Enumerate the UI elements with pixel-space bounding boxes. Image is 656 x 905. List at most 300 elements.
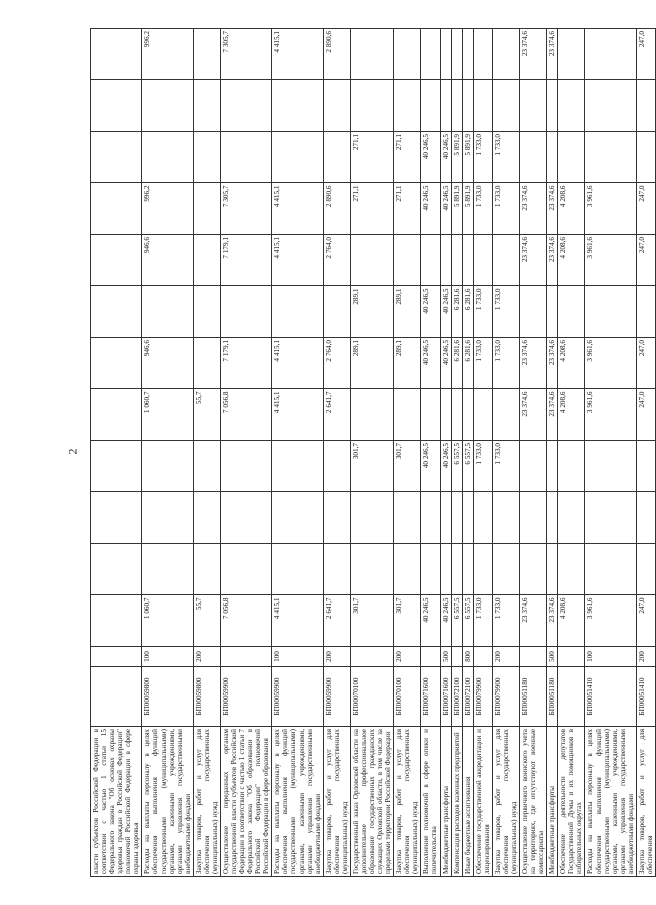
target-article-cell: БП00072100 (451, 667, 462, 727)
target-article-cell: БП00071600 (440, 667, 451, 727)
amount-cell (350, 544, 393, 596)
amount-cell: 6 557,5 (451, 441, 462, 493)
amount-cell (91, 492, 142, 544)
amount-cell (91, 389, 142, 441)
amount-cell (547, 441, 558, 493)
amount-cell: 247,0 (636, 29, 655, 81)
amount-cell: 247,0 (636, 338, 655, 390)
amount-cell (193, 183, 220, 235)
amount-cell: 301,7 (394, 441, 421, 493)
amount-cell (636, 80, 655, 132)
amount-cell (394, 389, 421, 441)
amount-cell: 289,1 (394, 286, 421, 338)
target-article-cell: БП00051180 (520, 667, 547, 727)
table-row (350, 29, 393, 877)
amount-cell (547, 132, 558, 184)
amount-cell: 4 415,1 (272, 595, 323, 647)
amount-cell: 23 374,6 (520, 595, 547, 647)
target-article-cell (91, 667, 142, 727)
row-name-cell: Закупка товаров, работ и услуг для обеспечения государственных (муниципальных) нужд (394, 727, 421, 877)
table-row (585, 29, 636, 877)
expense-type-cell (451, 647, 462, 667)
page-number: 2 (65, 448, 80, 455)
amount-cell: 301,7 (394, 595, 421, 647)
amount-cell: 40 246,5 (440, 338, 451, 390)
amount-cell (520, 132, 547, 184)
amount-cell: 946,6 (142, 235, 193, 287)
amount-cell (91, 132, 142, 184)
row-name-cell: Осуществление первичного воинского учета на территориях, где отсутствуют военные комиссариаты (520, 727, 547, 877)
amount-cell (462, 389, 473, 441)
amount-cell: 1 733,0 (473, 595, 492, 647)
amount-cell (585, 544, 636, 596)
expense-type-cell (91, 647, 142, 667)
amount-cell (451, 544, 462, 596)
budget-table (90, 28, 656, 877)
amount-cell: 40 246,5 (440, 595, 451, 647)
amount-cell: 23 374,6 (547, 338, 558, 390)
amount-cell: 4 415,1 (272, 338, 323, 390)
amount-cell: 3 961,6 (585, 389, 636, 441)
amount-cell (520, 544, 547, 596)
amount-cell (350, 492, 393, 544)
amount-cell: 301,7 (350, 441, 393, 493)
expense-type-cell (220, 647, 271, 667)
amount-cell: 271,1 (394, 132, 421, 184)
amount-cell (350, 80, 393, 132)
amount-cell (473, 29, 492, 81)
amount-cell (421, 29, 440, 81)
amount-cell (547, 492, 558, 544)
amount-cell: 301,7 (350, 595, 393, 647)
amount-cell: 6 281,6 (462, 286, 473, 338)
table-row (193, 29, 220, 877)
table-row (520, 29, 547, 877)
row-name-cell: Обеспечение деятельности депутатов Государственной Думы и их помощников в избирательных округах (558, 727, 585, 877)
amount-cell: 1 060,7 (142, 389, 193, 441)
amount-cell (220, 132, 271, 184)
table-row (451, 29, 462, 877)
amount-cell: 289,1 (394, 338, 421, 390)
amount-cell: 1 733,0 (492, 338, 519, 390)
amount-cell: 4 415,1 (272, 29, 323, 81)
amount-cell (558, 492, 585, 544)
amount-cell: 7 056,8 (220, 595, 271, 647)
table-row (421, 29, 440, 877)
row-name-cell: Иные бюджетные ассигнования (462, 727, 473, 877)
target-article-cell: БП00079900 (492, 667, 519, 727)
row-name-cell: Расходы на выплаты персоналу в целях обеспечения выполнения функций государственными (муниципальными) органами, казенными учреждениями, органами управления государственными внебюджетными фондами (272, 727, 323, 877)
amount-cell (558, 441, 585, 493)
amount-cell (440, 389, 451, 441)
amount-cell: 23 374,6 (520, 338, 547, 390)
amount-cell (142, 492, 193, 544)
amount-cell (492, 544, 519, 596)
amount-cell: 55,7 (193, 595, 220, 647)
amount-cell (558, 286, 585, 338)
amount-cell: 40 246,5 (440, 183, 451, 235)
amount-cell (394, 544, 421, 596)
amount-cell (323, 80, 350, 132)
amount-cell (91, 183, 142, 235)
amount-cell: 7 056,8 (220, 389, 271, 441)
table-body (91, 29, 656, 877)
amount-cell: 23 374,6 (547, 29, 558, 81)
amount-cell (350, 235, 393, 287)
amount-cell: 5 891,9 (462, 183, 473, 235)
amount-cell: 23 374,6 (547, 595, 558, 647)
row-name-cell: Закупка товаров, работ и услуг для обеспечения государственных (муниципальных) нужд (193, 727, 220, 877)
amount-cell: 6 557,5 (462, 441, 473, 493)
amount-cell: 4 208,6 (558, 235, 585, 287)
amount-cell: 271,1 (350, 132, 393, 184)
amount-cell (272, 492, 323, 544)
amount-cell (636, 441, 655, 493)
amount-cell: 7 179,1 (220, 338, 271, 390)
amount-cell (462, 29, 473, 81)
amount-cell: 23 374,6 (547, 389, 558, 441)
amount-cell (323, 441, 350, 493)
amount-cell: 1 733,0 (492, 286, 519, 338)
expense-type-cell: 500 (440, 647, 451, 667)
amount-cell: 23 374,6 (520, 235, 547, 287)
amount-cell (91, 80, 142, 132)
amount-cell: 2 641,7 (323, 595, 350, 647)
expense-type-cell: 200 (394, 647, 421, 667)
amount-cell (394, 235, 421, 287)
amount-cell: 289,1 (350, 286, 393, 338)
target-article-cell: БП00070100 (394, 667, 421, 727)
target-article-cell: БП00051410 (636, 667, 655, 727)
target-article-cell: БП00059900 (272, 667, 323, 727)
amount-cell: 996,2 (142, 183, 193, 235)
amount-cell: 1 733,0 (473, 441, 492, 493)
amount-cell (440, 235, 451, 287)
amount-cell: 40 246,5 (421, 132, 440, 184)
amount-cell: 4 415,1 (272, 183, 323, 235)
budget-sheet (90, 31, 654, 877)
amount-cell: 271,1 (394, 183, 421, 235)
amount-cell (558, 544, 585, 596)
table-row (636, 29, 655, 877)
amount-cell: 2 764,0 (323, 235, 350, 287)
amount-cell: 247,0 (636, 235, 655, 287)
row-name-cell: Государственный заказ Орловской области на дополнительное профессиональное образование государственных гражданских служащих Орловской области, в том числе за пределами территории Российской Федерации (350, 727, 393, 877)
amount-cell (272, 132, 323, 184)
amount-cell (193, 544, 220, 596)
amount-cell: 4 208,6 (558, 338, 585, 390)
target-article-cell: БП00051180 (547, 667, 558, 727)
row-name-cell: Закупка товаров, работ и услуг для обеспечения (636, 727, 655, 877)
amount-cell: 6 557,5 (451, 595, 462, 647)
amount-cell (220, 286, 271, 338)
table-row (440, 29, 451, 877)
amount-cell: 5 891,9 (462, 132, 473, 184)
amount-cell (272, 544, 323, 596)
amount-cell (193, 235, 220, 287)
target-article-cell: БП00059800 (193, 667, 220, 727)
amount-cell (440, 29, 451, 81)
amount-cell (492, 235, 519, 287)
amount-cell (323, 286, 350, 338)
amount-cell: 23 374,6 (547, 235, 558, 287)
amount-cell: 55,7 (193, 389, 220, 441)
target-article-cell: БП00072100 (462, 667, 473, 727)
amount-cell (558, 80, 585, 132)
amount-cell: 1 733,0 (473, 183, 492, 235)
amount-cell (142, 286, 193, 338)
amount-cell: 7 179,1 (220, 235, 271, 287)
amount-cell: 23 374,6 (520, 389, 547, 441)
amount-cell: 6 557,5 (462, 595, 473, 647)
amount-cell (323, 544, 350, 596)
amount-cell (520, 80, 547, 132)
amount-cell: 23 374,6 (520, 183, 547, 235)
amount-cell (91, 235, 142, 287)
amount-cell: 1 733,0 (492, 441, 519, 493)
amount-cell: 3 961,6 (585, 338, 636, 390)
amount-cell: 4 208,6 (558, 183, 585, 235)
table-row (558, 29, 585, 877)
amount-cell: 40 246,5 (440, 132, 451, 184)
amount-cell: 1 733,0 (473, 286, 492, 338)
amount-cell (451, 492, 462, 544)
amount-cell (585, 441, 636, 493)
amount-cell (462, 492, 473, 544)
amount-cell: 247,0 (636, 183, 655, 235)
amount-cell: 247,0 (636, 389, 655, 441)
amount-cell (462, 80, 473, 132)
amount-cell (547, 544, 558, 596)
amount-cell (520, 492, 547, 544)
amount-cell (585, 286, 636, 338)
amount-cell (193, 286, 220, 338)
expense-type-cell: 800 (462, 647, 473, 667)
amount-cell (473, 492, 492, 544)
amount-cell: 40 246,5 (440, 286, 451, 338)
amount-cell: 4 208,6 (558, 389, 585, 441)
amount-cell (193, 29, 220, 81)
table-row (462, 29, 473, 877)
expense-type-cell: 200 (492, 647, 519, 667)
table-row (492, 29, 519, 877)
amount-cell (394, 80, 421, 132)
amount-cell (558, 132, 585, 184)
table-row (142, 29, 193, 877)
amount-cell (193, 338, 220, 390)
row-name-cell: Межбюджетные трансферты (440, 727, 451, 877)
row-name-cell: Осуществление переданных органам государственной власти субъектов Российской Федерации в соответствии с частью 1 статьи 7 Федерального закона "Об образовании в Российской Федерации" полномочий Российской Федерации в сфере образования (220, 727, 271, 877)
amount-cell: 7 305,7 (220, 183, 271, 235)
amount-cell (585, 492, 636, 544)
amount-cell (91, 441, 142, 493)
amount-cell (451, 29, 462, 81)
amount-cell (142, 544, 193, 596)
amount-cell: 40 246,5 (421, 286, 440, 338)
row-name-cell: власти субъектов Российской Федерации в соответствии с частью 1 статьи 15 Федерального закона "Об основах охраны здоровья граждан в Российской Федерации" полномочий Российской Федерации в сфере охраны здоровья (91, 727, 142, 877)
amount-cell (451, 80, 462, 132)
amount-cell (272, 80, 323, 132)
amount-cell (636, 132, 655, 184)
amount-cell (473, 389, 492, 441)
amount-cell (520, 286, 547, 338)
row-name-cell: Закупка товаров, работ и услуг для обеспечения государственных (муниципальных) нужд (492, 727, 519, 877)
amount-cell (421, 80, 440, 132)
expense-type-cell: 200 (193, 647, 220, 667)
amount-cell: 2 890,6 (323, 183, 350, 235)
amount-cell (220, 80, 271, 132)
amount-cell: 3 961,6 (585, 595, 636, 647)
amount-cell: 1 733,0 (492, 132, 519, 184)
amount-cell: 4 415,1 (272, 235, 323, 287)
row-name-cell: Выполнение полномочий в сфере опеки и попечительства (421, 727, 440, 877)
amount-cell (142, 80, 193, 132)
amount-cell: 2 641,7 (323, 389, 350, 441)
amount-cell: 3 961,6 (585, 183, 636, 235)
amount-cell: 7 305,7 (220, 29, 271, 81)
amount-cell (462, 544, 473, 596)
amount-cell (421, 389, 440, 441)
amount-cell (547, 286, 558, 338)
expense-type-cell (558, 647, 585, 667)
amount-cell: 23 374,6 (520, 29, 547, 81)
amount-cell (451, 235, 462, 287)
expense-type-cell: 100 (585, 647, 636, 667)
amount-cell: 6 281,6 (451, 338, 462, 390)
expense-type-cell: 200 (323, 647, 350, 667)
amount-cell: 4 415,1 (272, 389, 323, 441)
amount-cell (440, 492, 451, 544)
amount-cell: 946,6 (142, 338, 193, 390)
row-name-cell: Расходы на выплаты персоналу в целях обеспечения выполнения функций государственными (муниципальными) органами, казенными учреждениями, органами управления государственными внебюджетными фондами (585, 727, 636, 877)
amount-cell (220, 544, 271, 596)
target-article-cell: БП00059800 (142, 667, 193, 727)
target-article-cell: БП00059900 (220, 667, 271, 727)
amount-cell: 1 733,0 (473, 338, 492, 390)
target-article-cell: БП00071600 (421, 667, 440, 727)
amount-cell (91, 544, 142, 596)
amount-cell (520, 441, 547, 493)
amount-cell (585, 29, 636, 81)
amount-cell (142, 132, 193, 184)
table-row (272, 29, 323, 877)
amount-cell (193, 441, 220, 493)
table-row (547, 29, 558, 877)
expense-type-cell: 500 (547, 647, 558, 667)
amount-cell: 40 246,5 (440, 441, 451, 493)
amount-cell (91, 286, 142, 338)
amount-cell (91, 29, 142, 81)
amount-cell: 23 374,6 (547, 183, 558, 235)
amount-cell (350, 389, 393, 441)
target-article-cell: БП00070100 (350, 667, 393, 727)
amount-cell (421, 544, 440, 596)
amount-cell (547, 80, 558, 132)
amount-cell (220, 492, 271, 544)
amount-cell (492, 492, 519, 544)
amount-cell (350, 29, 393, 81)
amount-cell: 6 281,6 (451, 286, 462, 338)
amount-cell (272, 441, 323, 493)
amount-cell: 247,0 (636, 595, 655, 647)
amount-cell (558, 29, 585, 81)
row-name-cell: Обеспечение государственной аккредитации и лицензирования (473, 727, 492, 877)
amount-cell: 4 208,6 (558, 595, 585, 647)
amount-cell (585, 132, 636, 184)
amount-cell (394, 29, 421, 81)
expense-type-cell (421, 647, 440, 667)
amount-cell (91, 338, 142, 390)
row-name-cell: Межбюджетные трансферты (547, 727, 558, 877)
amount-cell (462, 235, 473, 287)
amount-cell (473, 235, 492, 287)
amount-cell: 289,1 (350, 338, 393, 390)
amount-cell (492, 389, 519, 441)
amount-cell (421, 492, 440, 544)
amount-cell (492, 80, 519, 132)
target-article-cell: БП00051410 (585, 667, 636, 727)
table-row (323, 29, 350, 877)
amount-cell: 271,1 (350, 183, 393, 235)
row-name-cell: Компенсация расходов казенных предприятий (451, 727, 462, 877)
amount-cell (193, 80, 220, 132)
amount-cell: 40 246,5 (421, 441, 440, 493)
target-article-cell: БП00079900 (473, 667, 492, 727)
amount-cell: 1 060,7 (142, 595, 193, 647)
table-row (394, 29, 421, 877)
amount-cell (636, 544, 655, 596)
amount-cell: 40 246,5 (421, 595, 440, 647)
table-row (91, 29, 142, 877)
amount-cell (323, 492, 350, 544)
amount-cell (636, 286, 655, 338)
amount-cell (473, 544, 492, 596)
amount-cell: 5 891,9 (451, 132, 462, 184)
amount-cell: 1 733,0 (492, 595, 519, 647)
amount-cell (272, 286, 323, 338)
expense-type-cell: 100 (142, 647, 193, 667)
amount-cell: 2 764,0 (323, 338, 350, 390)
amount-cell: 996,2 (142, 29, 193, 81)
target-article-cell (558, 667, 585, 727)
amount-cell: 2 890,6 (323, 29, 350, 81)
amount-cell (193, 132, 220, 184)
amount-cell: 40 246,5 (421, 338, 440, 390)
amount-cell (394, 492, 421, 544)
expense-type-cell (350, 647, 393, 667)
amount-cell (220, 441, 271, 493)
amount-cell (440, 80, 451, 132)
amount-cell: 6 281,6 (462, 338, 473, 390)
expense-type-cell: 200 (636, 647, 655, 667)
expense-type-cell (473, 647, 492, 667)
amount-cell (421, 235, 440, 287)
amount-cell (585, 80, 636, 132)
amount-cell (142, 441, 193, 493)
amount-cell: 1 733,0 (473, 132, 492, 184)
expense-type-cell: 100 (272, 647, 323, 667)
target-article-cell: БП00059900 (323, 667, 350, 727)
table-row (220, 29, 271, 877)
amount-cell (193, 492, 220, 544)
amount-cell: 3 961,6 (585, 235, 636, 287)
expense-type-cell (520, 647, 547, 667)
row-name-cell: Закупка товаров, работ и услуг для обеспечения государственных (муниципальных) нужд (323, 727, 350, 877)
row-name-cell: Расходы на выплаты персоналу в целях обеспечения выполнения функций государственными (муниципальными) органами, казенными учреждениями, органами управления государственными внебюджетными фондами (142, 727, 193, 877)
amount-cell (451, 389, 462, 441)
amount-cell: 40 246,5 (421, 183, 440, 235)
amount-cell: 5 891,9 (451, 183, 462, 235)
